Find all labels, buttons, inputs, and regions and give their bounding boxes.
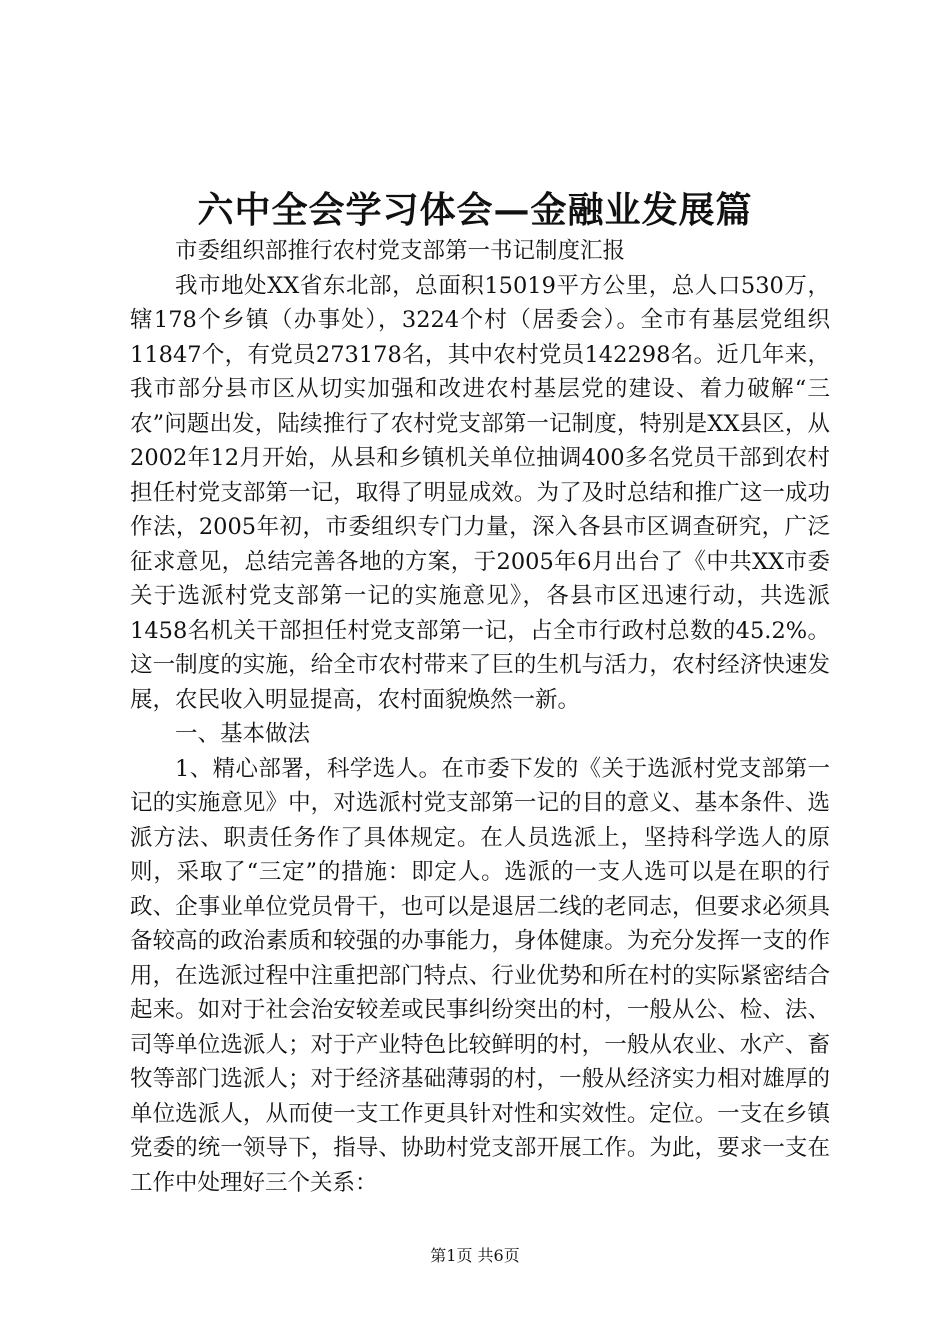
- document-body: [130, 234, 830, 1200]
- body-paragraph: 1、精心部署，科学选人。在市委下发的《关于选派村党支部第一记的实施意见》中，对选派村党支部第一记的目的意义、基本条件、选派方法、职责任务作了具体规定。在人员选派上，坚持科学选人的原则，采取了“三定”的措施：即定人。选派的一支人选可以是在职的行政、企事业单位党员骨干，也可以是退居二线的老同志，但要求必须具备较高的政治素质和较强的办事能力，身体健康。为充分发挥一支的作用，在选派过程中注重把部门特点、行业优势和所在村的实际紧密结合起来。如对于社会治安较差或民事纠纷突出的村，一般从公、检、法、司等单位选派人；对于产业特色比较鲜明的村，一般从农业、水产、畜牧等部门选派人；对于经济基础薄弱的村，一般从经济实力相对雄厚的单位选派人，从而使一支工作更具针对性和实效性。定位。一支在乡镇党委的统一领导下，指导、协助村党支部开展工作。为此，要求一支在工作中处理好三个关系：: [130, 755, 830, 1196]
- document-title: 六中全会学习体会—金融业发展篇: [197, 189, 753, 231]
- intro-paragraph: 我市地处XX省东北部，总面积15019平方公里，总人口530万，辖178个乡镇（办事处），3224个村（居委会）。全市有基层党组织11847个，有党员273178名，其中农村党员142298名。近几年来，我市部分县市区从切实加强和改进农村基层党的建设、着力破解“三农”问题出发，陆续推行了农村党支部第一记制度，特别是XX县区，从2002年12月开始，从县和乡镇机关单位抽调400多名党员干部到农村担任村党支部第一记，取得了明显成效。为了及时总结和推广这一成功作法，2005年初，市委组织专门力量，深入各县市区调查研究，广泛征求意见，总结完善各地的方案，于2005年6月出台了《中共XX市委关于选派村党支部第一记的实施意见》，各县市区迅速行动，共选派1458名机关干部担任村党支部第一记，占全市行政村总数的45.2%。这一制度的实施，给全市农村带来了巨的生机与活力，农村经济快速发展，农民收入明显提高，农村面貌焕然一新。: [130, 272, 830, 713]
- report-heading-paragraph: 市委组织部推行农村党支部第一书记制度汇报: [175, 238, 626, 264]
- page-footer: 第1页 共6页: [430, 1246, 520, 1265]
- section-heading: 一、基本做法: [175, 721, 311, 747]
